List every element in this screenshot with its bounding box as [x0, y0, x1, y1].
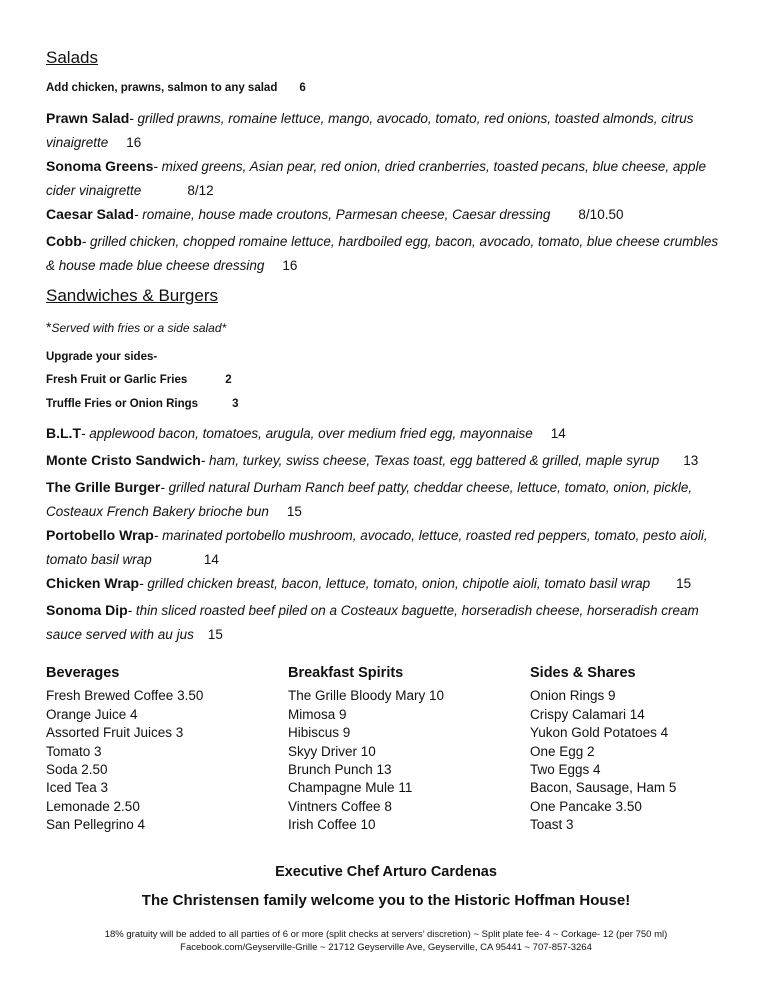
list-item: Toast 3 [530, 817, 574, 833]
fine-print-gratuity: 18% gratuity will be added to all parties of 6 or more (split checks at servers’ discretion) ~ Split plate fee- 4 ~ Corkage- 12 (per 750 ml) [104, 929, 668, 940]
list-item: One Egg 2 [530, 743, 595, 759]
item-name: Caesar Salad [46, 206, 134, 222]
item-desc: - thin sliced roasted beef piled on a Costeaux baguette, horseradish cheese, horseradish cream sauce served with au jus [46, 603, 699, 642]
list-item: Two Eggs 4 [530, 762, 601, 778]
item-price: 16 [282, 258, 298, 273]
salad-addon [46, 82, 726, 94]
list-item: Iced Tea 3 [46, 780, 109, 796]
sandwiches-heading: Sandwiches & Burgers [46, 286, 218, 305]
menu-item-portobello-wrap [46, 523, 726, 572]
item-price: 15 [676, 576, 692, 591]
menu-item-blt [46, 421, 726, 446]
list-item: Onion Rings 9 [530, 688, 616, 704]
item-desc: - grilled chicken, chopped romaine lettuce, hardboiled egg, bacon, avocado, tomato, blue cheese crumbles & house made blue cheese dressing [46, 234, 719, 273]
list-item: The Grille Bloody Mary 10 [288, 688, 445, 704]
item-desc: - grilled natural Durham Ranch beef patty, cheddar cheese, lettuce, tomato, onion, pickle, Costeaux French Bakery brioche bun [46, 480, 693, 519]
chef-line: Executive Chef Arturo Cardenas [275, 864, 497, 880]
list-item: Tomato 3 [46, 743, 102, 759]
upgrade-option [46, 374, 726, 386]
item-name: Monte Cristo Sandwich [46, 452, 201, 468]
list-item: Bacon, Sausage, Ham 5 [530, 780, 677, 796]
item-price: 13 [683, 453, 699, 468]
list-item: Mimosa 9 [288, 706, 347, 722]
served-note [46, 319, 726, 335]
item-name: The Grille Burger [46, 479, 161, 495]
list-item: One Pancake 3.50 [530, 798, 642, 814]
item-name: Prawn Salad [46, 110, 130, 126]
item-price: 15 [207, 627, 223, 642]
item-desc: - grilled prawns, romaine lettuce, mango, avocado, tomato, red onions, toasted almonds, citrus vinaigrette [46, 111, 694, 150]
list-item: San Pellegrino 4 [46, 817, 146, 833]
salads-heading: Salads [46, 48, 98, 67]
item-name: Sonoma Greens [46, 158, 154, 174]
list-item: Brunch Punch 13 [288, 762, 392, 778]
menu-item-prawn-salad [46, 106, 726, 155]
list-item: Crispy Calamari 14 [530, 706, 645, 722]
menu-item-monte-cristo [46, 448, 726, 473]
item-name: Chicken Wrap [46, 575, 140, 591]
upgrade-price: 3 [232, 398, 239, 410]
upgrade-price: 2 [225, 374, 232, 386]
item-desc: - ham, turkey, swiss cheese, Texas toast, egg battered & grilled, maple syrup [200, 453, 660, 468]
menu-item-sonoma-dip [46, 598, 726, 647]
beverages-column [46, 664, 276, 835]
breakfast-spirits-column [288, 664, 518, 835]
upgrade-label: Truffle Fries or Onion Rings [46, 398, 199, 410]
menu-item-cobb [46, 229, 726, 278]
menu-item-grille-burger [46, 475, 726, 524]
sides-column [530, 664, 760, 835]
served-star: * [46, 319, 52, 335]
item-name: Cobb [46, 233, 82, 249]
item-price: 15 [286, 504, 302, 519]
list-item: Fresh Brewed Coffee 3.50 [46, 688, 204, 704]
list-item: Assorted Fruit Juices 3 [46, 725, 184, 741]
item-name: B.L.T [46, 425, 81, 441]
item-price: 8/10.50 [578, 207, 624, 222]
sides-title: Sides & Shares [530, 665, 636, 681]
list-item: Irish Coffee 10 [288, 817, 376, 833]
item-price: 16 [126, 135, 142, 150]
item-desc: - applewood bacon, tomatoes, arugula, over medium fried egg, mayonnaise [81, 426, 533, 441]
menu-item-sonoma-greens [46, 154, 726, 203]
welcome-line: The Christensen family welcome you to the Historic Hoffman House! [141, 892, 631, 909]
list-item: Orange Juice 4 [46, 706, 138, 722]
beverages-title: Beverages [46, 665, 120, 681]
upgrade-option [46, 398, 726, 410]
item-desc: - romaine, house made croutons, Parmesan cheese, Caesar dressing [133, 207, 551, 222]
item-price: 8/12 [187, 183, 214, 198]
breakfast-spirits-title: Breakfast Spirits [288, 665, 404, 681]
menu-item-chicken-wrap [46, 571, 726, 596]
salad-addon-label: Add chicken, prawns, salmon to any salad [46, 82, 278, 94]
list-item: Yukon Gold Potatoes 4 [530, 725, 669, 741]
item-price: 14 [203, 552, 219, 567]
menu-item-caesar-salad [46, 202, 726, 227]
item-desc: - marinated portobello mushroom, avocado, lettuce, roasted red peppers, tomato, pesto aioli, tomato basil wrap [46, 528, 708, 567]
served-text: Served with fries or a side salad* [51, 321, 227, 335]
item-desc: - mixed greens, Asian pear, red onion, dried cranberries, toasted pecans, blue cheese, apple cider vinaigrette [46, 159, 706, 198]
upgrade-label: Fresh Fruit or Garlic Fries [46, 374, 188, 386]
upgrade-title: Upgrade your sides- [46, 351, 158, 363]
item-name: Portobello Wrap [46, 527, 154, 543]
list-item: Skyy Driver 10 [288, 743, 376, 759]
list-item: Hibiscus 9 [288, 725, 351, 741]
item-price: 14 [550, 426, 566, 441]
list-item: Soda 2.50 [46, 762, 108, 778]
salad-addon-price: 6 [299, 82, 306, 94]
list-item: Vintners Coffee 8 [288, 798, 392, 814]
item-desc: - grilled chicken breast, bacon, lettuce, tomato, onion, chipotle aioli, tomato basil wrap [139, 576, 651, 591]
list-item: Champagne Mule 11 [288, 780, 413, 796]
fine-print-contact: Facebook.com/Geyserville-Grille ~ 21712 Geyserville Ave, Geyserville, CA 95441 ~ 707-857-3264 [180, 942, 592, 953]
list-item: Lemonade 2.50 [46, 798, 140, 814]
item-name: Sonoma Dip [46, 602, 128, 618]
